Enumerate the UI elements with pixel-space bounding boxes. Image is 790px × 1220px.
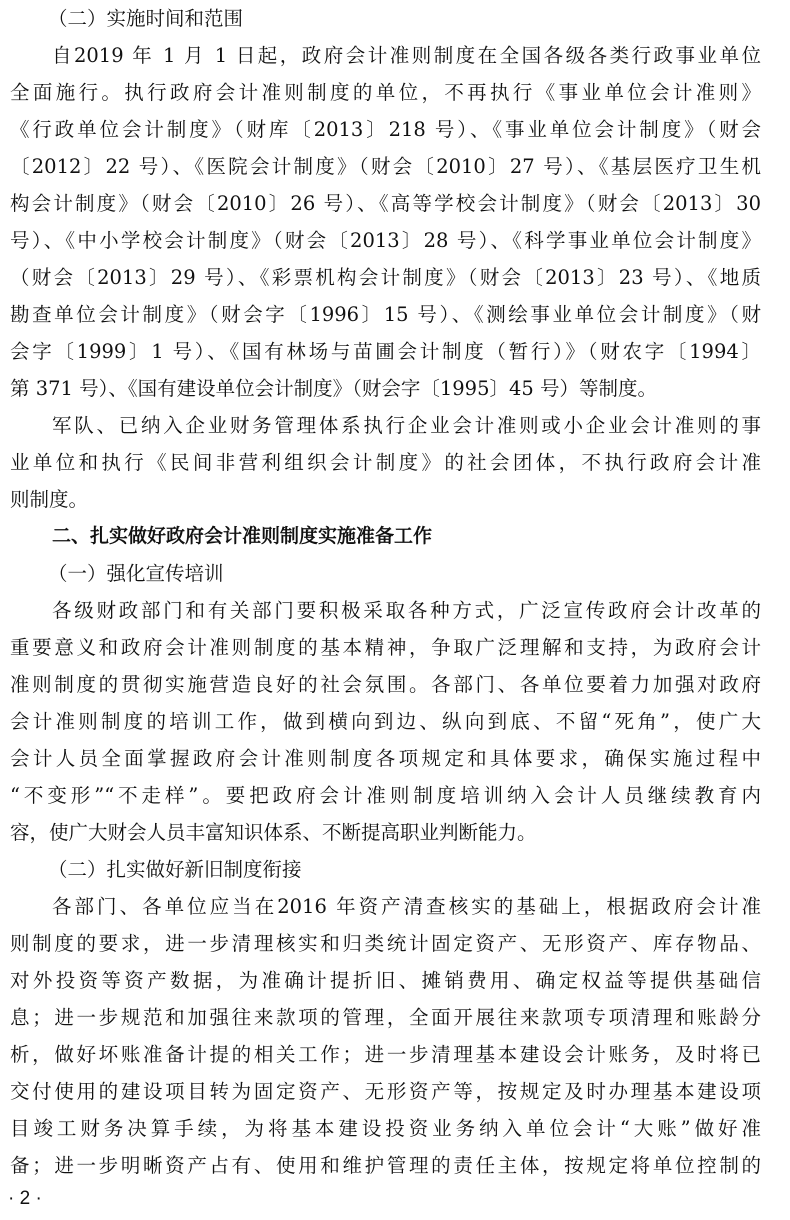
section-heading-preparation: 二、扎实做好政府会计准则制度实施准备工作 bbox=[52, 525, 433, 547]
text-line: 各级财政部门和有关部门要积极采取各种方式，广泛宣传政府会计改革的 bbox=[52, 599, 761, 622]
text-line: 备；进一步明晰资产占有、使用和维护管理的责任主体，按规定将单位控制的 bbox=[10, 1154, 761, 1177]
text-line: 号）、《中小学校会计制度》（财会〔2013〕28 号）、《科学事业单位会计制度》 bbox=[10, 229, 761, 252]
text-line: 则制度。 bbox=[10, 488, 89, 511]
text-line: 则制度的要求，进一步清理核实和归类统计固定资产、无形资产、库存物品、 bbox=[10, 932, 761, 955]
text-line: 勘查单位会计制度》（财会字〔1996〕15 号）、《测绘事业单位会计制度》（财 bbox=[10, 303, 761, 326]
text-line: 军队、已纳入企业财务管理体系执行企业会计准则或小企业会计准则的事 bbox=[52, 414, 761, 437]
text-line: 交付使用的建设项目转为固定资产、无形资产等，按规定及时办理基本建设项 bbox=[10, 1080, 761, 1103]
text-line: 全面施行。执行政府会计准则制度的单位，不再执行《事业单位会计准则》 bbox=[10, 81, 761, 104]
text-line: 会字〔1999〕1 号）、《国有林场与苗圃会计制度（暂行）》（财农字〔1994〕 bbox=[10, 340, 761, 363]
subheading-system-transition: （二）扎实做好新旧制度衔接 bbox=[48, 858, 302, 881]
text-line: 第 371 号）、《国有建设单位会计制度》（财会字〔1995〕45 号）等制度。 bbox=[10, 377, 658, 400]
text-line: 目竣工财务决算手续，为将基本建设投资业务纳入单位会计“大账”做好准 bbox=[10, 1117, 761, 1140]
text-line: 重要意义和政府会计准则制度的基本精神，争取广泛理解和支持，为政府会计 bbox=[10, 636, 761, 659]
text-line: 业单位和执行《民间非营利组织会计制度》的社会团体，不执行政府会计准 bbox=[10, 451, 761, 474]
subheading-publicity-training: （一）强化宣传培训 bbox=[48, 562, 224, 585]
subheading-implementation-scope: （二）实施时间和范围 bbox=[48, 7, 244, 30]
text-line: 准则制度的贯彻实施营造良好的社会氛围。各部门、各单位要着力加强对政府 bbox=[10, 673, 761, 696]
text-line: 析，做好坏账准备计提的相关工作；进一步清理基本建设会计账务，及时将已 bbox=[10, 1043, 761, 1066]
text-line: 各部门、各单位应当在2016 年资产清查核实的基础上，根据政府会计准 bbox=[52, 895, 761, 918]
text-line: 对外投资等资产数据，为准确计提折旧、摊销费用、确定权益等提供基础信 bbox=[10, 969, 761, 992]
page-number: · 2 · bbox=[8, 1188, 42, 1209]
text-line: 构会计制度》（财会〔2010〕26 号）、《高等学校会计制度》（财会〔2013〕30 bbox=[10, 192, 761, 215]
text-line: 〔2012〕22 号）、《医院会计制度》（财会〔2010〕27 号）、《基层医疗卫生机 bbox=[10, 155, 761, 178]
text-line: 自2019 年 1 月 1 日起，政府会计准则制度在全国各级各类行政事业单位 bbox=[52, 44, 761, 67]
text-line: 息；进一步规范和加强往来款项的管理，全面开展往来款项专项清理和账龄分 bbox=[10, 1006, 761, 1029]
text-line: （财会〔2013〕29 号）、《彩票机构会计制度》（财会〔2013〕23 号）、《地质 bbox=[10, 266, 761, 289]
text-line: 《行政单位会计制度》（财库〔2013〕218 号）、《事业单位会计制度》（财会 bbox=[10, 118, 761, 141]
text-line: “不变形”“不走样”。要把政府会计准则制度培训纳入会计人员继续教育内 bbox=[10, 784, 761, 807]
text-line: 容，使广大财会人员丰富知识体系、不断提高职业判断能力。 bbox=[10, 821, 537, 844]
text-line: 会计人员全面掌握政府会计准则制度各项规定和具体要求，确保实施过程中 bbox=[10, 747, 761, 770]
text-line: 会计准则制度的培训工作，做到横向到边、纵向到底、不留“死角”，使广大 bbox=[10, 710, 761, 733]
